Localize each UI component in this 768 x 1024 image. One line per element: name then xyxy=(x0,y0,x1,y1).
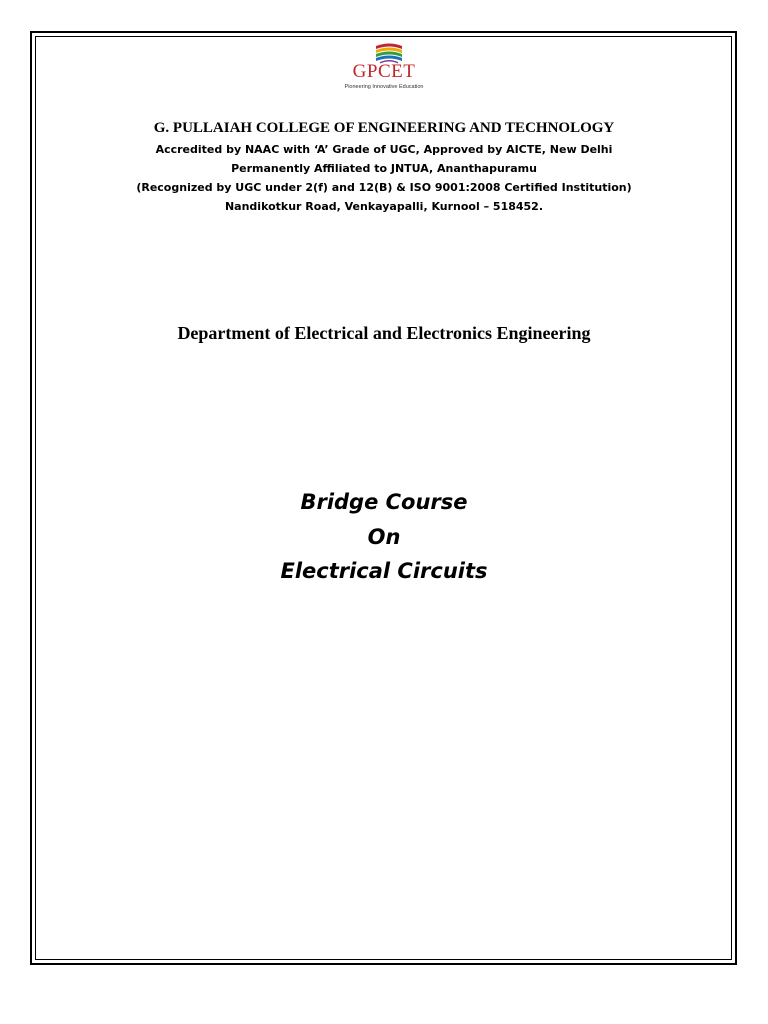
logo-tagline: Pioneering Innovative Education xyxy=(344,84,424,90)
course-title-line-1: Bridge Course xyxy=(300,490,468,514)
course-title-line-3: Electrical Circuits xyxy=(280,559,488,583)
department-heading: Department of Electrical and Electronics Engineering xyxy=(177,323,591,343)
affiliation-line: Permanently Affiliated to JNTUA, Ananthapuramu xyxy=(231,162,537,175)
recognition-line: (Recognized by UGC under 2(f) and 12(B) & ISO 9001:2008 Certified Institution) xyxy=(136,181,632,194)
address-line: Nandikotkur Road, Venkayapalli, Kurnool – 518452. xyxy=(224,200,544,213)
course-title-line-2: On xyxy=(367,524,401,549)
logo-text: GPCET xyxy=(352,61,416,82)
accreditation-line: Accredited by NAAC with ‘A’ Grade of UGC, Approved by AICTE, New Delhi xyxy=(155,143,613,156)
college-logo xyxy=(334,40,434,94)
course-title xyxy=(40,485,728,589)
college-name: G. PULLAIAH COLLEGE OF ENGINEERING AND TECHNOLOGY xyxy=(153,120,615,136)
college-header xyxy=(40,118,728,216)
